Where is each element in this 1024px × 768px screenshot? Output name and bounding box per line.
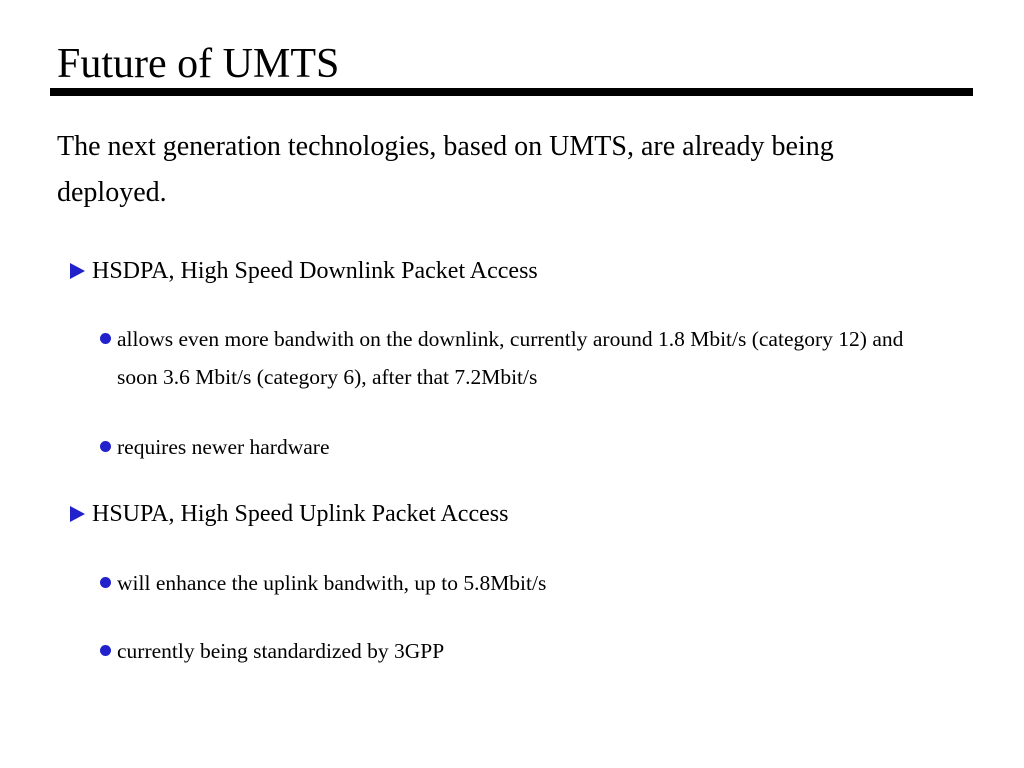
- slide-title: Future of UMTS: [57, 41, 340, 87]
- bullet-label: HSUPA, High Speed Uplink Packet Access: [92, 501, 509, 527]
- sub-bullet-item: [100, 320, 937, 396]
- disc-bullet-icon: [100, 441, 111, 452]
- sub-bullet-label: requires newer hardware: [117, 435, 330, 459]
- disc-bullet-icon: [100, 577, 111, 588]
- sub-bullet-label: allows even more bandwith on the downlink, currently around 1.8 Mbit/s (category 12) and soon 3.6 Mbit/s (category 6), after that 7.2Mbit/s: [117, 327, 904, 389]
- disc-bullet-icon: [100, 645, 111, 656]
- triangle-bullet-icon: [70, 506, 85, 522]
- sub-bullet-item: [100, 428, 937, 466]
- sub-bullet-item: [100, 564, 937, 602]
- sub-bullet-item: [100, 632, 937, 670]
- sub-bullet-label: will enhance the uplink bandwith, up to 5.8Mbit/s: [117, 571, 547, 595]
- bullet-label: HSDPA, High Speed Downlink Packet Access: [92, 258, 538, 284]
- lead-paragraph: The next generation technologies, based on UMTS, are already being deployed.: [57, 131, 834, 208]
- sub-bullet-label: currently being standardized by 3GPP: [117, 639, 445, 663]
- disc-bullet-icon: [100, 333, 111, 344]
- bullet-item-hsdpa: [70, 256, 972, 286]
- bullet-item-hsupa: [70, 499, 972, 529]
- triangle-bullet-icon: [70, 263, 85, 279]
- title-underline-rule: [50, 88, 973, 96]
